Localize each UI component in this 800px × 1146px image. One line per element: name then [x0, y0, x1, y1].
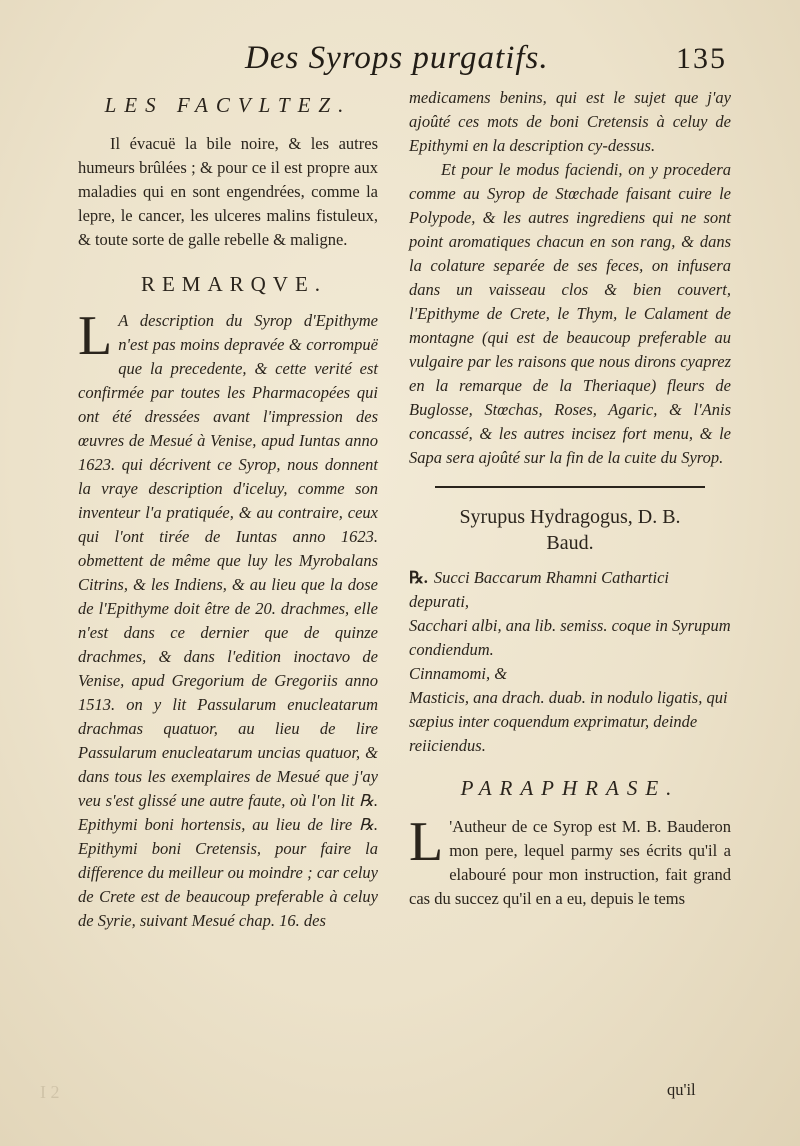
facultez-paragraph: Il évacuë la bile noire, & les autres humeurs brûlées ; & pour ce il est propre aux maladies qui en sont engendrées, comme la lepre, le cancer, les ulceres malins fistuleux, & toute sorte de galle rebelle & maligne.: [78, 134, 378, 249]
catchword: qu'il: [667, 1080, 696, 1099]
recipe-block: [409, 566, 731, 758]
paraphrase-block: [409, 811, 731, 911]
page-signature: I 2: [40, 1082, 60, 1102]
recipe-line-1: ℞. Succi Baccarum Rhamni Cathartici depurati,: [409, 568, 670, 611]
continuation-paragraph: medicamens benins, qui est le sujet que j'ay ajoûté ces mots de boni Cretensis à celuy de Epithymi en la description cy-dessus.: [409, 88, 731, 155]
left-column: [78, 93, 378, 933]
recipe-line-2: Sacchari albi, ana lib. semiss. coque in Syrupum condiendum.: [409, 616, 731, 659]
remarque-dropcap: L: [78, 305, 113, 367]
syrupus-heading-line2: Baud.: [546, 532, 594, 554]
facultez-heading: LES FACVLTEZ.: [104, 93, 352, 117]
recipe-line-3: Cinnamomi, &: [409, 664, 508, 683]
modus-paragraph: Et pour le modus faciendi, on y procedera comme au Syrop de Stœchade faisant cuire le Polypode, & les autres ingrediens qui ne sont point aromatiques chacun en son rang, & dans la colature separée de ses feces, on infusera dans un vaisseau clos & bien couvert, l'Epithyme de Crete, le Thym, le Calament de montagne (qui est de beaucoup preferable au vulgaire par les raisons que nous dirons cyaprez en la remarque de la Theriaque) fleurs de Buglosse, Stœchas, Roses, Agaric, & l'Anis concassé, & les autres incisez fort menu, & le Sapa sera ajoûté sur la fin de la cuite du Syrop.: [409, 160, 731, 467]
remarque-heading: REMARQVE.: [140, 272, 328, 296]
syrupus-heading-line1: Syrupus Hydragogus, D. B.: [459, 506, 681, 528]
running-title: Des Syrops purgatifs.: [245, 40, 549, 76]
paraphrase-dropcap: L: [409, 811, 444, 873]
paraphrase-heading: PARAPHRASE.: [460, 776, 680, 800]
remarque-paragraph: A description du Syrop d'Epithyme n'est pas moins depravée & corrompuë que la precedente, & cette verité est confirmée par toutes les Pharmacopées qui ont été dressées avant l'impression des œuvres de Mesué à Venise, apud Iuntas anno 1623. qui décrivent ce Syrop, nous donnent la vraye description d'iceluy, comme son inventeur l'a pratiquée, & au contraire, ceux qui l'ont tirée de Iuntas anno 1623. obmettent de même que luy les Myrobalans Citrins, & les Indiens, & au lieu que la dose de l'Epithyme doit être de 20. drachmes, elle n'est dans ce dernier que de quinze drachmes, & dans l'edition inoctavo de Venise, apud Gregorium de Gregoriis anno 1513. on y lit Passularum enucleatarum drachmas quatuor, au lieu de lire Passularum enucleatarum uncias quatuor, & dans tous les exemplaires de Mesué que j'ay veu s'est glissé une autre faute, où l'on lit ℞. Epithymi boni hortensis, au lieu de lire ℞. Epithymi boni Cretensis, pour faire la difference du meilleur ou moindre ; car celuy de Crete est de beaucoup preferable à celuy de Syrie, suivant Mesué chap. 16. des: [78, 311, 378, 930]
recipe-line-4: Masticis, ana drach. duab. in nodulo ligatis, qui sæpius inter coquendum exprimatur, deinde reiiciendus.: [409, 688, 728, 755]
paraphrase-paragraph: 'Autheur de ce Syrop est M. B. Bauderon mon pere, lequel parmy ses écrits qu'il a elabouré pour mon instruction, fait grand cas du succez qu'il en a eu, depuis le tems: [409, 817, 731, 908]
page-number: 135: [676, 42, 727, 75]
right-column: [409, 86, 731, 911]
recipe-symbol: ℞.: [409, 568, 428, 587]
remarque-block: [78, 305, 378, 933]
section-rule: [435, 486, 705, 488]
